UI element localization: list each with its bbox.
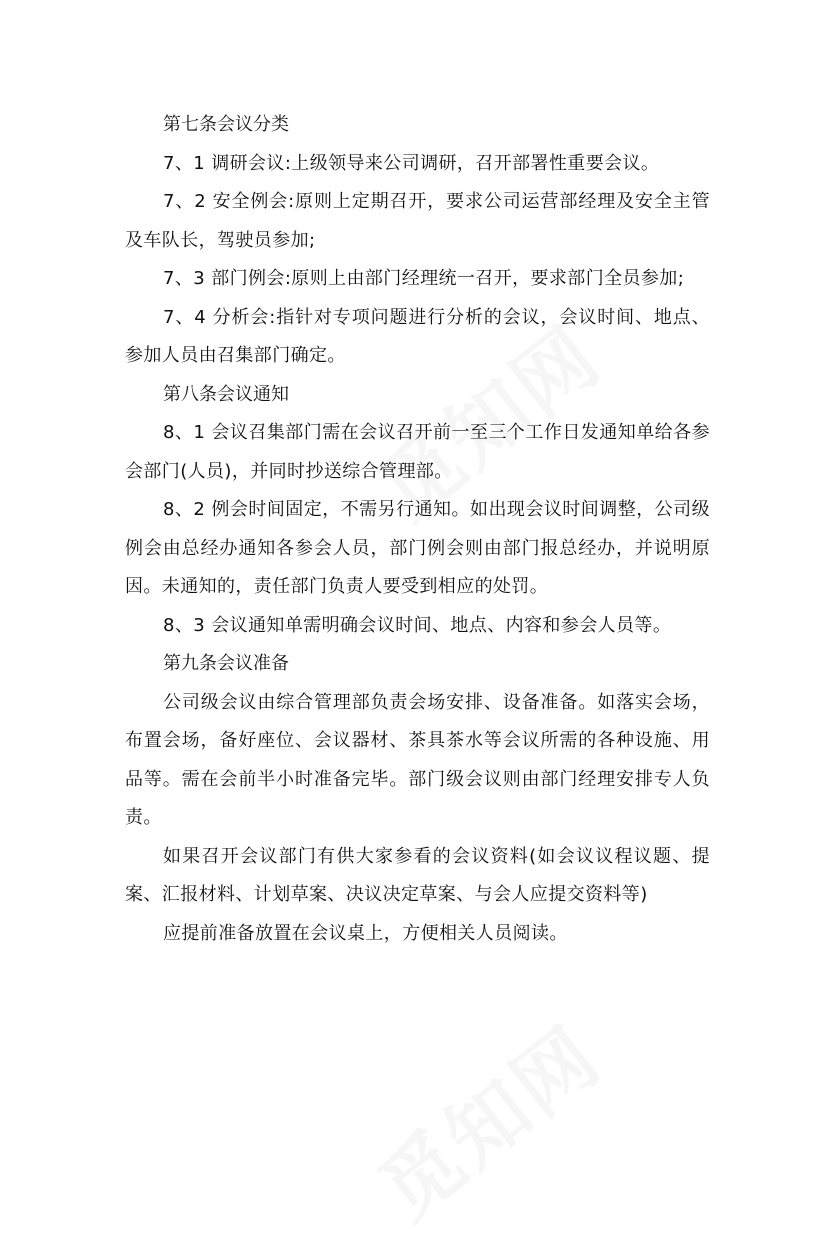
paragraph-9-2: 如果召开会议部门有供大家参看的会议资料(如会议议程议题、提案、汇报材料、计划草案、决议决定草案、与会人应提交资料等) [125, 845, 710, 905]
paragraph-8-3: 8、3 会议通知单需明确会议时间、地点、内容和参会人员等。 [163, 614, 672, 636]
document-body [125, 106, 710, 953]
section-heading-8: 第八条会议通知 [163, 383, 289, 405]
paragraph-7-3: 7、3 部门例会:原则上由部门经理统一召开，要求部门全员参加; [163, 268, 685, 289]
paragraph-8-2: 8、2 例会时间固定，不需另行通知。如出现会议时间调整，公司级例会由总经办通知各参会人员，部门例会则由部门报总经办，并说明原因。未通知的，责任部门负责人要受到相应的处罚。 [125, 499, 710, 597]
paragraph-7-2: 7、2 安全例会:原则上定期召开，要求公司运营部经理及安全主管及车队长，驾驶员参加; [125, 191, 710, 251]
section-heading-7: 第七条会议分类 [163, 114, 289, 135]
paragraph-9-1: 公司级会议由综合管理部负责会场安排、设备准备。如落实会场，布置会场，备好座位、会议器材、茶具茶水等会议所需的各种设施、用品等。需在会前半小时准备完毕。部门级会议则由部门经理安排专人负责。 [125, 691, 710, 828]
watermark [351, 995, 620, 1240]
paragraph-8-1: 8、1 会议召集部门需在会议召开前一至三个工作日发通知单给各参会部门(人员)，并同时抄送综合管理部。 [125, 422, 710, 482]
paragraph-9-3: 应提前准备放置在会议桌上，方便相关人员阅读。 [163, 922, 568, 944]
paragraph-7-4: 7、4 分析会:指针对专项问题进行分析的会议，会议时间、地点、参加人员由召集部门确定。 [125, 306, 710, 366]
paragraph-7-1: 7、1 调研会议:上级领导来公司调研，召开部署性重要会议。 [163, 152, 660, 174]
section-heading-9: 第九条会议准备 [163, 653, 289, 674]
